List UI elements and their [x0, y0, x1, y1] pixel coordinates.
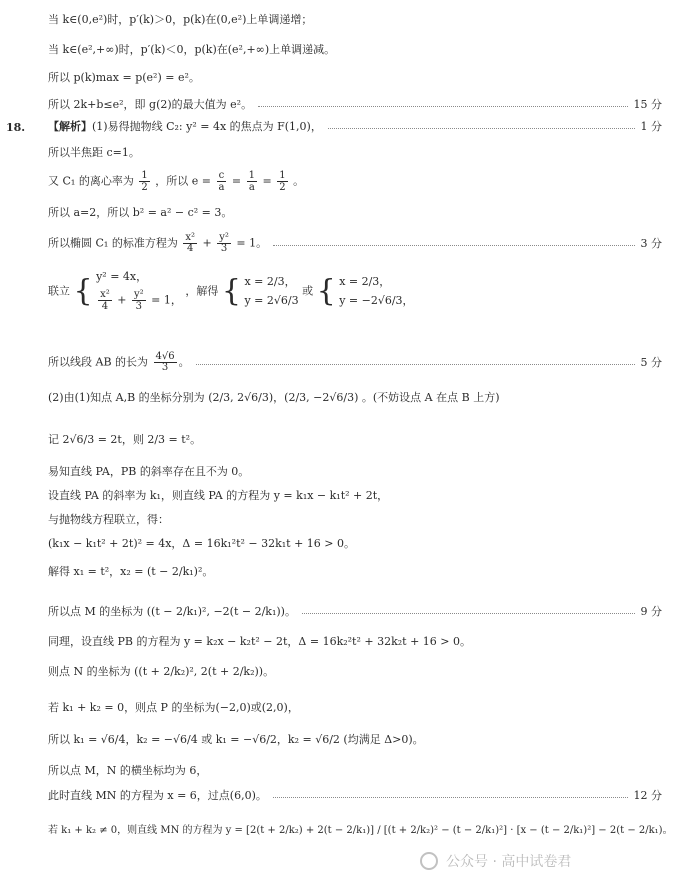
dot-leader [328, 128, 635, 129]
score-label: 3 分 [640, 237, 662, 250]
left-brace-icon: { [73, 273, 93, 309]
line-text: 与抛物线方程联立，得： [48, 513, 169, 526]
numerator: x² [100, 289, 110, 301]
line-text: 所以点 M，N 的横坐标均为 6， [48, 764, 208, 777]
numerator: 1 [141, 170, 148, 181]
scored-line [48, 121, 662, 132]
equation: y² = 4x， [96, 270, 148, 283]
line-text: 所以 p(k)max = p(e²) = e²。 [48, 71, 200, 84]
line-text: 当 k∈(e²,+∞)时，p′(k)＜0，p(k)在(e²,+∞)上单调递减。 [48, 43, 336, 56]
numerator: 4√6 [155, 351, 175, 362]
equation-tail: = 1。 [236, 236, 268, 250]
line-content: (1)易得抛物线 C₂: y² = 4x 的焦点为 F(1,0)， [92, 120, 322, 133]
left-brace-icon: { [316, 273, 336, 309]
or-word: 或 [302, 284, 314, 298]
text-line [48, 490, 662, 501]
analysis-tag: 【解析】 [48, 120, 92, 133]
point-coordinates: (2/3, 2√6/3)，(2/3, −2√6/3) [208, 391, 359, 404]
denominator: 2 [141, 182, 148, 193]
score-label: 1 分 [640, 120, 662, 133]
eccentricity-line [48, 170, 304, 193]
period: 。 [178, 355, 190, 369]
denominator: a [248, 182, 255, 193]
fraction [217, 233, 231, 254]
denominator: a [218, 182, 225, 193]
denominator: 4 [101, 301, 109, 313]
line-text: 所以 a=2，所以 b² = a² − c² = 3。 [48, 206, 233, 219]
system-equations [96, 268, 182, 315]
text-line [48, 466, 662, 477]
score-label: 15 分 [633, 98, 662, 111]
text-line [48, 147, 662, 158]
line-content: 所以线段 AB 的长为 [48, 355, 149, 369]
text-line [48, 207, 662, 218]
solution-2 [339, 273, 413, 309]
denominator: 4 [186, 243, 194, 254]
denominator: 3 [135, 301, 142, 313]
line-content: 所以椭圆 C₁ 的标准方程为 [48, 236, 178, 250]
dot-leader [273, 245, 634, 246]
line-text: 解得 x₁ = t²，x₂ = (t − 2/k₁)²。 [48, 565, 214, 578]
scored-line [48, 606, 662, 617]
equals-sign: = [231, 174, 242, 188]
numerator: x² [185, 232, 195, 243]
period: 。 [293, 174, 305, 188]
line-text: ，解得 [185, 284, 219, 298]
equals-sign: = [262, 174, 272, 188]
watermark-logo-icon [420, 852, 438, 870]
text-line [48, 392, 500, 404]
fraction [154, 352, 177, 373]
line-text: 设直线 PA 的斜率为 k₁，则直线 PA 的方程为 y = k₁x − k₁t² + 2t， [48, 489, 389, 502]
line-text: 所以点 M 的坐标为 ((t − 2/k₁)², −2(t − 2/k₁))。 [48, 605, 296, 618]
text-line [48, 514, 662, 525]
text-line [48, 734, 662, 745]
score-label: 9 分 [640, 605, 662, 618]
dot-leader [273, 797, 628, 798]
equation: x = 2/3， [339, 275, 391, 289]
line-text: 所以 k₁ = √6/4，k₂ = −√6/4 或 k₁ = −√6/2，k₂ = √6/2 (均满足 Δ>0)。 [48, 733, 424, 746]
numerator: y² [219, 232, 229, 243]
line-text: 联立 [48, 284, 70, 298]
equation: y = −2√6/3， [339, 293, 414, 307]
text-line [48, 538, 662, 549]
denominator: 2 [279, 182, 286, 193]
text-line [48, 636, 662, 647]
left-brace-icon: { [221, 273, 241, 309]
solution-1 [244, 273, 298, 309]
line-text: 所以 2k+b≤e²，即 g(2)的最大值为 e²。 [48, 98, 253, 111]
score-label: 5 分 [640, 356, 662, 369]
fraction [183, 233, 197, 254]
text-line [48, 44, 662, 55]
fraction [216, 170, 226, 193]
scored-line [48, 790, 662, 801]
equation-tail: = 1， [151, 293, 182, 307]
watermark [420, 850, 680, 872]
line-text [48, 121, 322, 132]
denominator: 3 [220, 243, 228, 254]
text-line [48, 666, 662, 677]
fraction [132, 289, 146, 312]
question-number: 18. [6, 121, 26, 134]
line-text: (2)由(1)知点 A,B 的坐标分别为 [48, 391, 205, 404]
line-text: 若 k₁ + k₂ ≠ 0，则直线 MN 的方程为 y = [2(t + 2/k₂) + 2(t − 2/k₁)] / [(t + 2/k₂)² − (t − 2/k₁)²] · [x − (t − 2/k₁)²] − 2(t − 2/k₁)。 [48, 825, 673, 836]
text-line [48, 765, 662, 776]
fraction [247, 170, 257, 193]
text-line [48, 72, 662, 83]
line-text [48, 352, 190, 373]
line-text: 记 2√6/3 = 2t，则 2/3 = t²。 [48, 433, 202, 446]
scored-line [48, 99, 662, 110]
text-line [48, 702, 662, 713]
equation: $\frac{\text{x²}}{4}$ + $\frac{\text{y²}}{3}$ = 1， [100, 289, 182, 313]
numerator: 1 [248, 170, 255, 181]
watermark-text: 公众号 · 高中试卷君 [446, 854, 572, 870]
text-line [48, 434, 662, 445]
dot-leader [302, 613, 635, 614]
fraction [98, 289, 112, 312]
numerator: 1 [279, 170, 286, 181]
line-text: 所以椭圆 C₁ 的标准方程为 $\frac{\text{x²}}{4}$ + $\frac{\text{y²}}{3}$ = 1。 [48, 232, 268, 254]
equation: x = 2/3， [244, 275, 296, 289]
score-label: 12 分 [633, 789, 662, 802]
dot-leader [258, 106, 627, 107]
line-text: 又 C₁ 的离心率为 [48, 174, 134, 188]
line-text: 所以半焦距 c=1。 [48, 146, 140, 159]
dot-leader [196, 364, 635, 365]
fraction [139, 170, 149, 193]
numerator: y² [133, 289, 144, 301]
text-line [48, 825, 673, 836]
fraction [277, 170, 287, 193]
equation-system [48, 268, 414, 315]
line-text: 此时直线 MN 的方程为 x = 6，过点(6,0)。 [48, 789, 267, 802]
scored-line [48, 233, 662, 254]
line-text: 若 k₁ + k₂ = 0，则点 P 的坐标为(−2,0)或(2,0)， [48, 701, 299, 714]
scored-line [48, 352, 662, 373]
line-text: (k₁x − k₁t² + 2t)² = 4x，Δ = 16k₁²t² − 32k₁t + 16 > 0。 [48, 537, 356, 550]
line-text: 。(不妨设点 A 在点 B 上方) [361, 391, 500, 404]
denominator: 3 [161, 362, 169, 373]
text-line [48, 14, 662, 25]
numerator: c [218, 170, 225, 181]
line-text: 易知直线 PA，PB 的斜率存在且不为 0。 [48, 465, 250, 478]
line-text: 同理，设直线 PB 的方程为 y = k₂x − k₂t² − 2t，Δ = 16k₂²t² + 32k₂t + 16 > 0。 [48, 635, 472, 648]
line-text: 当 k∈(0,e²)时，p′(k)＞0，p(k)在(0,e²)上单调递增； [48, 13, 313, 26]
text-line [48, 566, 662, 577]
line-text: ，所以 e = [155, 174, 211, 188]
equation: y = 2√6/3 [244, 293, 299, 307]
line-text: 则点 N 的坐标为 ((t + 2/k₂)², 2(t + 2/k₂))。 [48, 665, 275, 678]
